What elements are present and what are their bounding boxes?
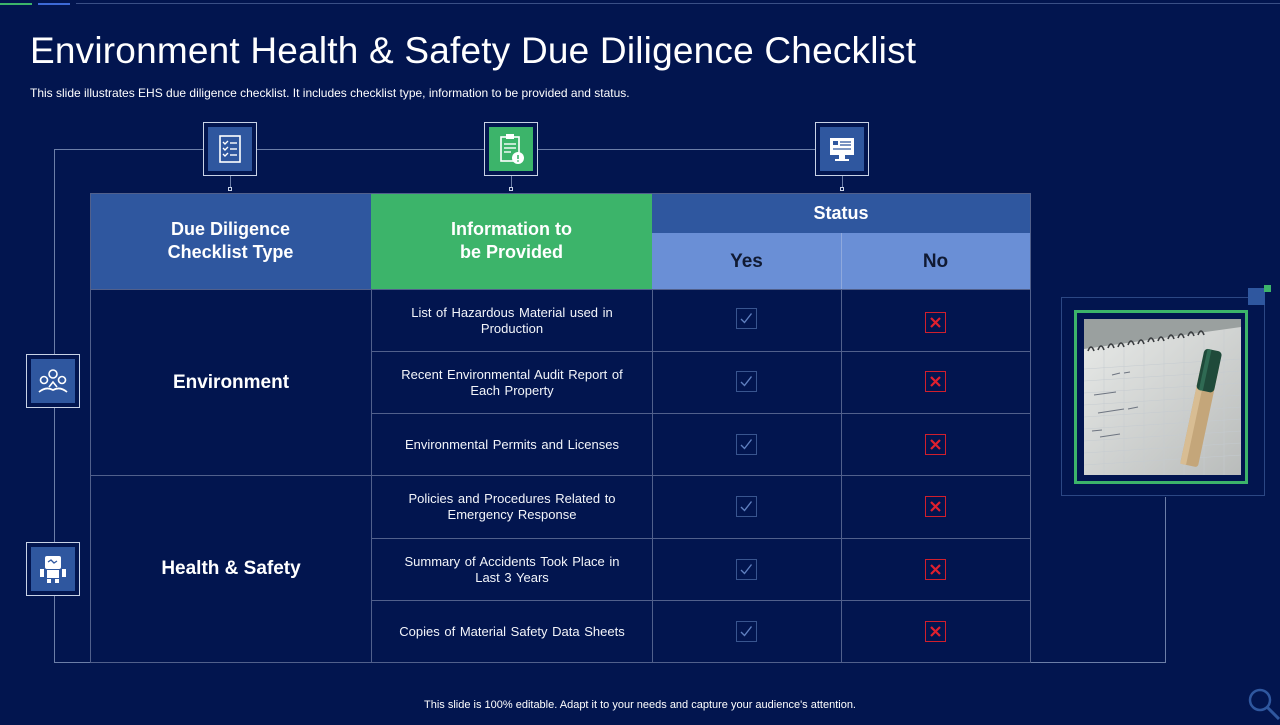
table-row-info (372, 414, 652, 475)
divider (1030, 193, 1031, 663)
info-line: Policies and Procedures Related to (408, 491, 616, 506)
photo-corner-square (1248, 288, 1265, 305)
table-row-info (372, 290, 652, 351)
photo-corner-square-small (1264, 285, 1271, 292)
header-information (371, 193, 652, 289)
environment-icon (26, 354, 80, 408)
header-status: Status (652, 193, 1030, 233)
yes-checkbox[interactable] (736, 434, 757, 455)
info-line: Summary of Accidents Took Place in (404, 553, 620, 569)
connector-dot (840, 187, 844, 191)
notepad-pen-photo (1084, 319, 1241, 475)
yes-checkbox[interactable] (736, 621, 757, 642)
page-title: Environment Health & Safety Due Diligence Checklist (30, 30, 917, 71)
info-line: Copies of Material Safety Data Sheets (399, 623, 625, 639)
info-line: Recent Environmental Audit Report of (401, 366, 623, 382)
page-subtitle: This slide illustrates EHS due diligence checklist. It includes checklist type, information to be provided and status. (30, 86, 630, 100)
accent-blue (38, 3, 70, 5)
info-line: List of Hazardous Material used in (411, 304, 613, 320)
header-checklist-type (90, 193, 371, 289)
table-row-info (372, 601, 652, 662)
category-environment: Environment (172, 371, 290, 393)
info-line: Emergency Response (447, 507, 577, 522)
header-yes: Yes (652, 233, 841, 289)
connector-dot (228, 187, 232, 191)
connector-dot (509, 187, 513, 191)
no-cross-box[interactable] (925, 559, 946, 580)
divider (652, 289, 653, 663)
yes-checkbox[interactable] (736, 559, 757, 580)
yes-checkbox[interactable] (736, 496, 757, 517)
no-cross-box[interactable] (925, 434, 946, 455)
frame-line-right (1165, 497, 1166, 663)
accent-green (0, 3, 32, 5)
info-line: Each Property (470, 382, 554, 398)
monitor-icon (815, 122, 869, 176)
top-accent-bar (0, 3, 1280, 5)
no-cross-box[interactable] (925, 621, 946, 642)
yes-checkbox[interactable] (736, 308, 757, 329)
frame-line-top (54, 149, 816, 150)
robot-icon (26, 542, 80, 596)
divider (841, 289, 842, 663)
header-line: Information to (451, 219, 572, 239)
divider (841, 233, 842, 289)
table-row-info (372, 539, 652, 600)
header-line: Due Diligence (170, 219, 291, 239)
header-line: be Provided (459, 242, 564, 262)
info-line: Production (480, 320, 544, 336)
category-health-safety: Health & Safety (161, 558, 301, 579)
info-line: Last 3 Years (475, 569, 549, 585)
info-line: Environmental Permits and Licenses (405, 436, 619, 452)
checklist-icon (203, 122, 257, 176)
table-row-info (372, 352, 652, 413)
footer-note: This slide is 100% editable. Adapt it to your needs and capture your audience's attention. (424, 699, 856, 711)
divider (90, 662, 1031, 663)
header-no: No (841, 233, 1030, 289)
accent-line (76, 3, 1280, 4)
table-row-info (372, 476, 652, 538)
divider (90, 193, 1031, 194)
no-cross-box[interactable] (925, 371, 946, 392)
yes-checkbox[interactable] (736, 371, 757, 392)
header-line: Checklist Type (167, 242, 294, 262)
no-cross-box[interactable] (925, 496, 946, 517)
clipboard-alert-icon (484, 122, 538, 176)
no-cross-box[interactable] (925, 312, 946, 333)
